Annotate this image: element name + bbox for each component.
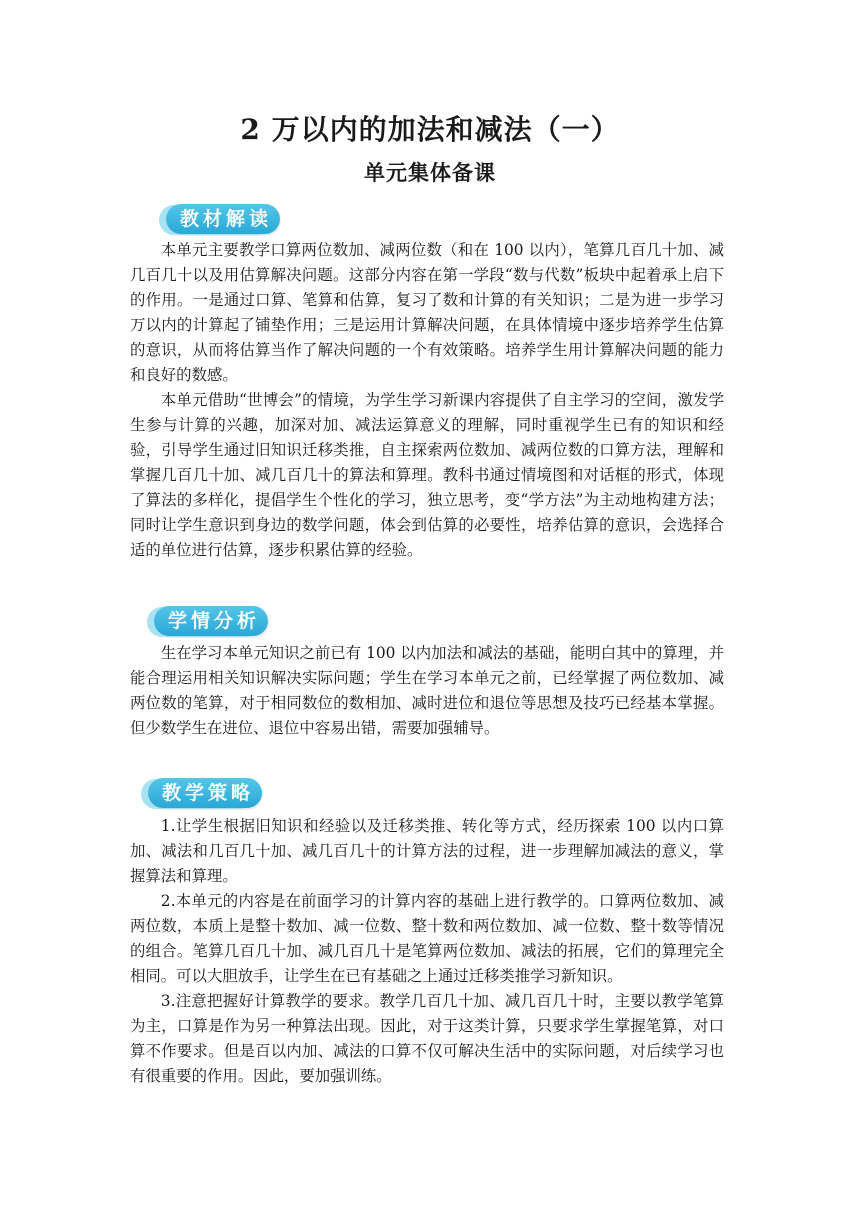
section-heading-textbook-interpretation: 教材解读: [166, 204, 280, 234]
paragraph: 1.让学生根据旧知识和经验以及迁移类推、转化等方式，经历探索 100 以内口算加、减法和几百几十加、减几百几十的计算方法的过程，进一步理解加减法的意义，掌握算法和算理。: [130, 817, 724, 885]
section-heading-learning-analysis: 学情分析: [154, 606, 268, 636]
paragraph: 2.本单元的内容是在前面学习的计算内容的基础上进行教学的。口算两位数加、减两位数，本质上是整十数加、减一位数、整十数和两位数加、减一位数、整十数等情况的组合。笔算几百几十加、减几百几十是笔算两位数加、减法的拓展，它们的算理完全相同。可以大胆放手，让学生在已有基础之上通过迁移类推学习新知识。: [130, 892, 724, 985]
page-subtitle: 单元集体备课: [364, 160, 496, 185]
page-title: 2 万以内的加法和减法（一）: [240, 113, 620, 146]
paragraph: 本单元借助“世博会”的情境，为学生学习新课内容提供了自主学习的空间，激发学生参与计算的兴趣，加深对加、减法运算意义的理解，同时重视学生已有的知识和经验，引导学生通过旧知识迁移类推，自主探索两位数加、减两位数的口算方法，理解和掌握几百几十加、减几百几十的算法和算理。教科书通过情境图和对话框的形式，体现了算法的多样化，提倡学生个性化的学习，独立思考，变“学方法”为主动地构建方法；同时让学生意识到身边的数学问题，体会到估算的必要性，培养估算的意识，会选择合适的单位进行估算，逐步积累估算的经验。: [130, 391, 724, 559]
section-body-textbook-interpretation: [130, 238, 724, 563]
paragraph: 本单元主要教学口算两位数加、减两位数（和在 100 以内），笔算几百几十加、减几百几十以及用估算解决问题。这部分内容在第一学段“数与代数”板块中起着承上启下的作用。一是通过口算、笔算和估算，复习了数和计算的有关知识；二是为进一步学习万以内的计算起了铺垫作用；三是运用计算解决问题，在具体情境中逐步培养学生估算的意识，从而将估算当作了解决问题的一个有效策略。培养学生用计算解决问题的能力和良好的数感。: [130, 241, 724, 384]
section-heading-teaching-strategy: 教学策略: [148, 778, 262, 808]
section-body-learning-analysis: [130, 641, 724, 741]
paragraph: 3.注意把握好计算教学的要求。教学几百几十加、减几百几十时，主要以教学笔算为主，口算是作为另一种算法出现。因此，对于这类计算，只要求学生掌握笔算，对口算不作要求。但是百以内加、减法的口算不仅可解决生活中的实际问题，对后续学习也有很重要的作用。因此，要加强训练。: [130, 992, 724, 1085]
paragraph: 生在学习本单元知识之前已有 100 以内加法和减法的基础，能明白其中的算理，并能合理运用相关知识解决实际问题；学生在学习本单元之前，已经掌握了两位数加、减两位数的笔算，对于相同数位的数相加、减时进位和退位等思想及技巧已经基本掌握。但少数学生在进位、退位中容易出错，需要加强辅导。: [130, 644, 724, 737]
section-body-teaching-strategy: [130, 814, 724, 1089]
